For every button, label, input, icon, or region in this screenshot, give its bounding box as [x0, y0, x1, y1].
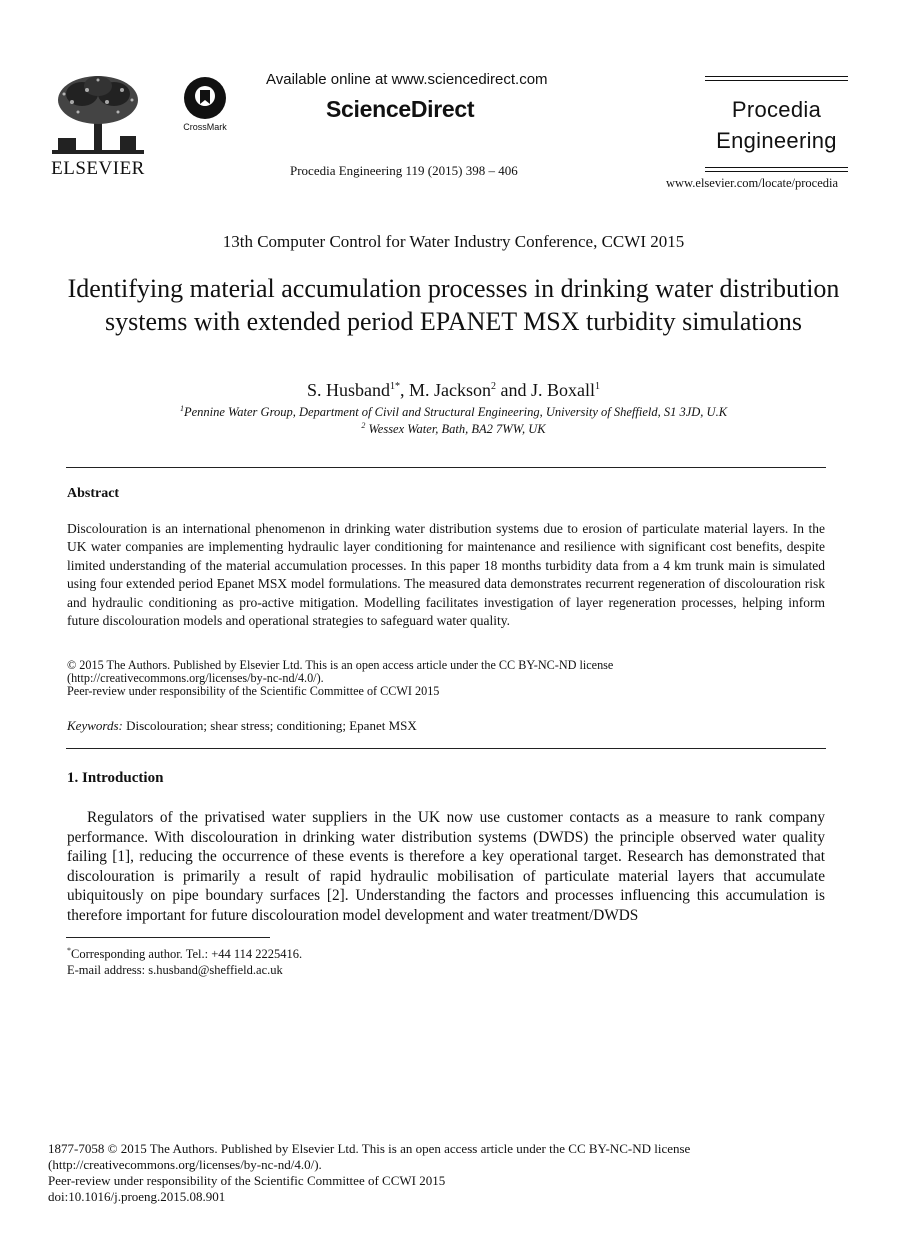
affiliation — [0, 404, 907, 420]
peer-review-note: Peer-review under responsibility of the Scientific Committee of CCWI 2015 — [67, 684, 440, 699]
footer-license-link[interactable]: http://creativecommons.org/licenses/by-nc-nd/4.0/ — [52, 1157, 315, 1172]
affiliation — [0, 421, 907, 437]
journal-title-line2: Engineering — [716, 128, 837, 153]
footer-license-line: (http://creativecommons.org/licenses/by-nc-nd/4.0/). — [48, 1157, 322, 1172]
divider — [66, 748, 826, 749]
footnote-divider — [66, 937, 270, 938]
keywords — [67, 718, 417, 734]
abstract-heading: Abstract — [67, 486, 120, 501]
abstract-body: Discolouration is an international phenomenon in drinking water distribution systems due to erosion of particulate material layers. In the UK water companies are implementing hydraulic layer conditioning for maintenance and resilience with significant cost benefits, despite limited understanding of the material accumulation processes. In this paper 18 months turbidity data from a 4 km trunk main is simulated using four extended period Epanet MSX model formulations. The measured data demonstrates recurrent regeneration of discolouration risk and hydraulic conditioning as pro-active mitigation. Modelling facilitates investigation of layer regeneration processes, helping inform future discolouration models and operational strategies to safeguard water quality. — [67, 521, 825, 629]
author-name: M. Jackson — [409, 380, 491, 400]
introduction-body: Regulators of the privatised water suppliers in the UK now use customer contacts as a measure to rank company performance. With discolouration in drinking water distribution systems (DWDS) the principle observed water quality failing [1], reducing the occurrence of these events is therefore a key operational target. Research has demonstrated that discolouration is primarily a result of rapid hydraulic mobilisation of particulate material layers that accumulate ubiquitously on pipe boundary surfaces [2]. Understanding the factors and processes influencing this accumulation is therefore important for future discolouration model development and water treatment/DWDS — [67, 809, 825, 924]
footer-peer-review: Peer-review under responsibility of the Scientific Committee of CCWI 2015 — [48, 1173, 446, 1188]
license-link-line: (http://creativecommons.org/licenses/by-nc-nd/4.0/). — [67, 671, 324, 686]
author-affiliation-marker: 1 — [595, 381, 601, 392]
corresponding-author: *Corresponding author. Tel.: +44 114 2225416. — [67, 946, 303, 962]
doi[interactable]: doi:10.1016/j.proeng.2015.08.901 — [48, 1189, 226, 1204]
footnote — [67, 943, 302, 978]
journal-title — [705, 94, 848, 156]
journal-title-box — [705, 76, 848, 172]
sciencedirect-wordmark: ScienceDirect — [326, 96, 475, 122]
affiliation-text: Wessex Water, Bath, BA2 7WW, UK — [368, 422, 546, 437]
footnote-marker: * — [67, 946, 71, 955]
affiliation-text: Pennine Water Group, Department of Civil and Structural Engineering, University of Sheffield, S1 3JD, U.K — [183, 405, 728, 420]
divider — [66, 467, 826, 468]
keywords-label: Keywords: — [67, 718, 123, 733]
available-online: Available online at www.sciencedirect.com — [266, 71, 548, 88]
license-block — [67, 659, 613, 699]
affiliation-marker: 2 — [361, 421, 366, 430]
crossmark-icon — [183, 76, 227, 120]
keywords-list: Discolouration; shear stress; conditioning; Epanet MSX — [126, 718, 417, 733]
issn-copyright: 1877-7058 © 2015 The Authors. Published by Elsevier Ltd. This is an open access article under the CC BY-NC-ND license — [48, 1141, 691, 1156]
license-text: © 2015 The Authors. Published by Elsevier Ltd. This is an open access article under the CC BY-NC-ND license — [67, 658, 614, 672]
journal-url[interactable]: www.elsevier.com/locate/procedia — [666, 176, 839, 190]
author-name: J. Boxall — [531, 380, 596, 400]
author-list: S. Husband$^{1*}$, M. Jackson$^2$ and J. Boxall$^1$ — [306, 380, 601, 400]
email-address: E-mail address: s.husband@sheffield.ac.uk — [67, 962, 283, 977]
author-name: S. Husband — [306, 380, 390, 400]
section-heading: 1. Introduction — [67, 770, 164, 786]
conference-name: 13th Computer Control for Water Industry Conference, CCWI 2015 — [222, 232, 685, 251]
elsevier-tree-icon — [52, 72, 144, 154]
paper-title: Identifying material accumulation processes in drinking water distribution systems with extended period EPANET MSX turbidity simulations — [67, 274, 840, 336]
crossmark-label: CrossMark — [183, 122, 227, 132]
journal-reference: Procedia Engineering 119 (2015) 398 – 406 — [290, 163, 518, 178]
journal-title-line1: Procedia — [731, 97, 822, 122]
license-link[interactable]: http://creativecommons.org/licenses/by-nc-nd/4.0/ — [71, 671, 317, 686]
crossmark-badge[interactable] — [176, 76, 234, 132]
copyright-footer — [48, 1141, 690, 1205]
elsevier-logo — [50, 72, 146, 180]
affiliation-marker: 1 — [179, 404, 184, 413]
elsevier-wordmark: ELSEVIER — [51, 158, 145, 179]
author-affiliation-marker: 2 — [491, 381, 496, 392]
author-affiliation-marker: 1* — [390, 381, 400, 392]
